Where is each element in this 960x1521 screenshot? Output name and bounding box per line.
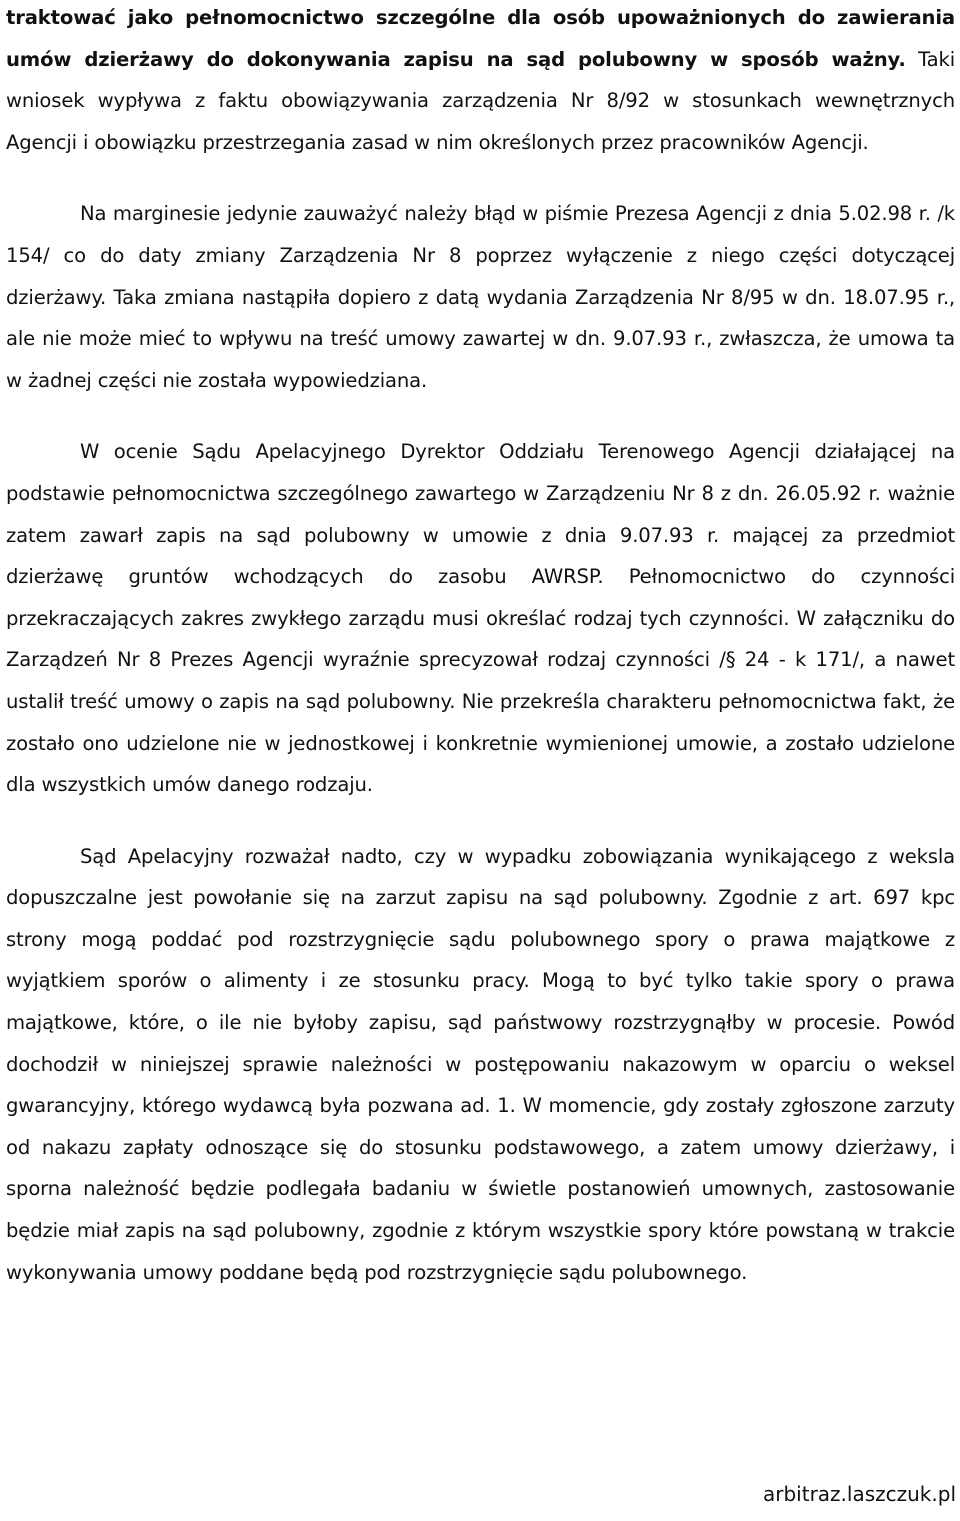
document-page	[6, 0, 955, 1293]
paragraph-1	[6, 0, 955, 163]
footer-source-link[interactable]: arbitraz.laszczuk.pl	[763, 1482, 956, 1506]
paragraph-4: Sąd Apelacyjny rozważał nadto, czy w wypadku zobowiązania wynikającego z weksla dopuszczalne jest powołanie się na zarzut zapisu na sąd polubowny. Zgodnie z art. 697 kpc strony mogą poddać pod rozstrzygnięcie sądu polubownego spory o prawa majątkowe z wyjątkiem sporów o alimenty i ze stosunku pracy. Mogą to być tylko takie spory o prawa majątkowe, które, o ile nie byłoby zapisu, sąd państwowy rozstrzygnąłby w procesie. Powód dochodził w niniejszej sprawie należności w postępowaniu nakazowym w oparciu o weksel gwarancyjny, którego wydawcą była pozwana ad. 1. W momencie, gdy zostały zgłoszone zarzuty od nakazu zapłaty odnoszące się do stosunku podstawowego, a zatem umowy dzierżawy, i sporna należność będzie podlegała badaniu w świetle postanowień umownych, zastosowanie będzie miał zapis na sąd polubowny, zgodnie z którym wszystkie spory które powstaną w trakcie wykonywania umowy poddane będą pod rozstrzygnięcie sądu polubownego.	[6, 844, 955, 1284]
paragraph-3: W ocenie Sądu Apelacyjnego Dyrektor Oddziału Terenowego Agencji działającej na podstawie pełnomocnictwa szczególnego zawartego w Zarządzeniu Nr 8 z dn. 26.05.92 r. ważnie zatem zawarł zapis na sąd polubowny w umowie z dnia 9.07.93 r. mającej za przedmiot dzierżawę gruntów wchodzących do zasobu AWRSP. Pełnomocnictwo do czynności przekraczających zakres zwykłego zarządu musi określać rodzaj tych czynności. W załączniku do Zarządzeń Nr 8 Prezes Agencji wyraźnie sprecyzował rodzaj czynności /§ 24 - k 171/, a nawet ustalił treść umowy o zapis na sąd polubowny. Nie przekreśla charakteru pełnomocnictwa fakt, że zostało ono udzielone nie w jednostkowej i konkretnie wymienionej umowie, a zostało udzielone dla wszystkich umów danego rodzaju.	[6, 440, 955, 797]
paragraph-2: Na marginesie jedynie zauważyć należy błąd w piśmie Prezesa Agencji z dnia 5.02.98 r. /k 154/ co do daty zmiany Zarządzenia Nr 8 poprzez wyłączenie z niego części dotyczącej dzierżawy. Taka zmiana nastąpiła dopiero z datą wydania Zarządzenia Nr 8/95 w dn. 18.07.95 r., ale nie może mieć to wpływu na treść umowy zawartej w dn. 9.07.93 r., zwłaszcza, że umowa ta w żadnej części nie została wypowiedziana.	[6, 202, 955, 392]
paragraph-1-bold-text: traktować jako pełnomocnictwo szczególne dla osób upoważnionych do zawierania umów dzierżawy do dokonywania zapisu na sąd polubowny w sposób ważny.	[6, 6, 955, 71]
paragraph-1-text: Taki wniosek wypływa z faktu obowiązywania zarządzenia Nr 8/92 w stosunkach wewnętrznych Agencji i obowiązku przestrzegania zasad w nim określonych przez pracowników Agencji.	[6, 47, 955, 154]
